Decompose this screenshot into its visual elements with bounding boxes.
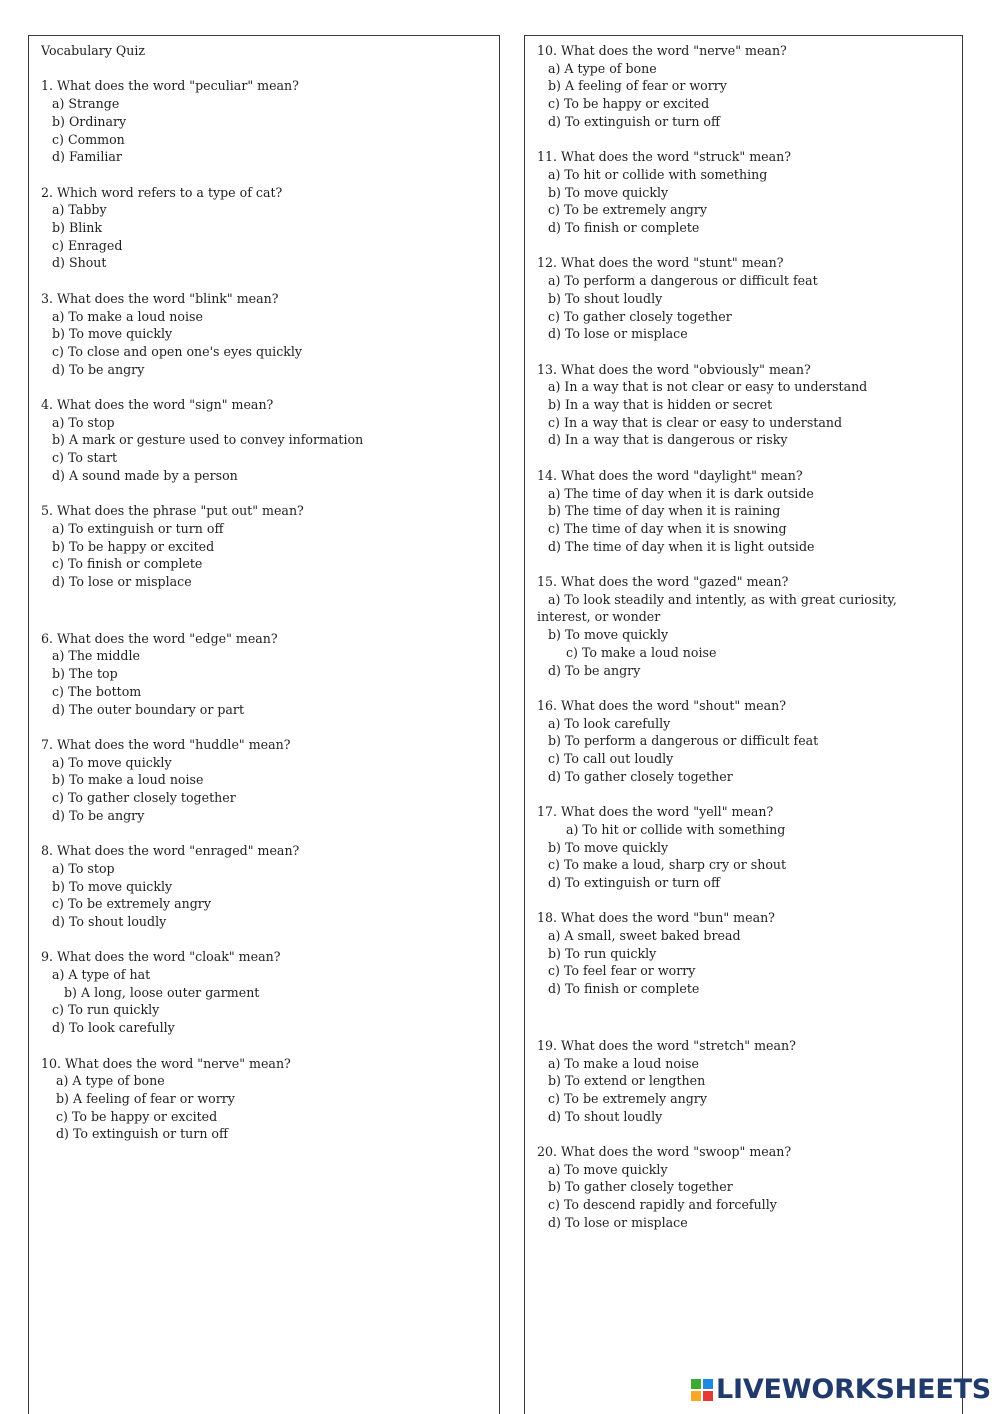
- question-block-9: [41, 948, 487, 1037]
- question-block-5: [41, 502, 487, 591]
- answer-option[interactable]: b) The top: [52, 666, 118, 682]
- question-text: 6. What does the word "edge" mean?: [41, 630, 278, 646]
- answer-option[interactable]: a) A type of bone: [548, 60, 657, 76]
- answer-option[interactable]: d) To lose or misplace: [548, 1214, 688, 1230]
- question-block-13: [537, 361, 950, 450]
- answer-option[interactable]: a) To make a loud noise: [548, 1055, 699, 1071]
- answer-option[interactable]: d) The outer boundary or part: [52, 701, 245, 717]
- answer-option[interactable]: b) To make a loud noise: [52, 772, 204, 788]
- answer-option[interactable]: b) To move quickly: [52, 878, 173, 894]
- answer-option[interactable]: b) A mark or gesture used to convey information: [52, 432, 364, 448]
- question-block-15: [537, 573, 950, 679]
- question-text: 12. What does the word "stunt" mean?: [537, 255, 784, 271]
- answer-option[interactable]: a) Strange: [52, 96, 120, 112]
- answer-option[interactable]: a) A small, sweet baked bread: [548, 928, 741, 944]
- answer-option[interactable]: d) To lose or misplace: [548, 326, 688, 342]
- answer-option[interactable]: b) To move quickly: [548, 627, 669, 643]
- answer-option[interactable]: c) To be happy or excited: [56, 1108, 218, 1124]
- answer-option[interactable]: a) To look steadily and intently, as with great curiosity, interest, or wonder: [537, 591, 897, 625]
- question-block-20: [537, 1143, 950, 1232]
- answer-option[interactable]: d) The time of day when it is light outside: [548, 538, 815, 554]
- answer-option[interactable]: d) To be angry: [52, 807, 145, 823]
- answer-option[interactable]: c) To be extremely angry: [548, 1090, 707, 1106]
- answer-option[interactable]: b) To move quickly: [52, 326, 173, 342]
- answer-option[interactable]: b) Ordinary: [52, 113, 127, 129]
- answer-option[interactable]: c) To gather closely together: [52, 790, 236, 806]
- answer-option[interactable]: c) Enraged: [52, 237, 123, 253]
- answer-option[interactable]: a) A type of bone: [56, 1073, 165, 1089]
- quiz-column-right: [524, 35, 963, 1414]
- answer-option[interactable]: c) The bottom: [52, 683, 142, 699]
- answer-option[interactable]: c) To close and open one's eyes quickly: [52, 343, 303, 359]
- answer-option[interactable]: b) To be happy or excited: [52, 538, 215, 554]
- question-text: 10. What does the word "nerve" mean?: [41, 1055, 291, 1071]
- answer-option[interactable]: a) To move quickly: [52, 754, 172, 770]
- answer-option[interactable]: b) In a way that is hidden or secret: [548, 397, 773, 413]
- question-block-10: [41, 1055, 487, 1144]
- question-block-16: [537, 697, 950, 786]
- answer-option[interactable]: a) To perform a dangerous or difficult feat: [548, 273, 818, 289]
- answer-option[interactable]: c) To call out loudly: [548, 751, 674, 767]
- answer-option[interactable]: d) To shout loudly: [548, 1108, 663, 1124]
- question-text: 17. What does the word "yell" mean?: [537, 804, 774, 820]
- answer-option[interactable]: b) To perform a dangerous or difficult feat: [548, 733, 819, 749]
- question-block-7: [41, 736, 487, 825]
- answer-option[interactable]: b) A feeling of fear or worry: [548, 78, 727, 94]
- question-text: 5. What does the phrase "put out" mean?: [41, 503, 304, 519]
- answer-option[interactable]: c) To make a loud, sharp cry or shout: [548, 857, 787, 873]
- question-text: 16. What does the word "shout" mean?: [537, 697, 786, 713]
- question-text: 11. What does the word "struck" mean?: [537, 149, 791, 165]
- answer-option[interactable]: c) To be happy or excited: [548, 96, 710, 112]
- question-text: 15. What does the word "gazed" mean?: [537, 574, 789, 590]
- question-text: 4. What does the word "sign" mean?: [41, 397, 274, 412]
- answer-option[interactable]: a) The time of day when it is dark outside: [548, 485, 814, 501]
- answer-option[interactable]: c) To start: [52, 450, 118, 466]
- question-block-8: [41, 842, 487, 931]
- answer-option[interactable]: a) To extinguish or turn off: [52, 520, 224, 536]
- quiz-title: Vocabulary Quiz: [41, 43, 146, 58]
- question-text: 1. What does the word "peculiar" mean?: [41, 78, 299, 94]
- answer-option[interactable]: d) To extinguish or turn off: [548, 113, 720, 129]
- answer-option[interactable]: c) To be extremely angry: [52, 896, 211, 912]
- question-block-1: [41, 77, 487, 166]
- answer-option[interactable]: c) To finish or complete: [52, 556, 203, 572]
- question-text: 2. Which word refers to a type of cat?: [41, 184, 283, 200]
- answer-option[interactable]: b) To extend or lengthen: [548, 1073, 706, 1089]
- question-text: 14. What does the word "daylight" mean?: [537, 467, 803, 483]
- answer-option[interactable]: c) To feel fear or worry: [548, 963, 696, 979]
- answer-option[interactable]: d) To shout loudly: [52, 913, 167, 929]
- answer-option[interactable]: a) To stop: [52, 860, 115, 876]
- answer-option[interactable]: c) To be extremely angry: [548, 202, 707, 218]
- answer-option[interactable]: a) In a way that is not clear or easy to understand: [548, 379, 868, 395]
- answer-option[interactable]: b) A feeling of fear or worry: [56, 1090, 235, 1106]
- answer-option[interactable]: c) In a way that is clear or easy to understand: [548, 414, 843, 430]
- question-block-4: [41, 396, 487, 485]
- answer-option[interactable]: a) To hit or collide with something: [566, 821, 786, 837]
- question-text: 9. What does the word "cloak" mean?: [41, 949, 281, 965]
- answer-option[interactable]: d) To be angry: [548, 662, 641, 678]
- answer-option[interactable]: b) The time of day when it is raining: [548, 503, 781, 519]
- answer-option[interactable]: c) To make a loud noise: [566, 644, 717, 660]
- answer-option[interactable]: a) A type of hat: [52, 967, 151, 983]
- answer-option[interactable]: d) To finish or complete: [548, 220, 700, 236]
- answer-option[interactable]: a) To stop: [52, 414, 115, 430]
- question-block-18: [537, 909, 950, 998]
- question-text: 3. What does the word "blink" mean?: [41, 290, 279, 306]
- question-block-19: [537, 1037, 950, 1126]
- answer-option[interactable]: b) To run quickly: [548, 945, 657, 961]
- question-block-14: [537, 467, 950, 556]
- answer-option[interactable]: a) To look carefully: [548, 715, 671, 731]
- answer-option[interactable]: a) The middle: [52, 648, 140, 664]
- answer-option[interactable]: a) To hit or collide with something: [548, 166, 768, 182]
- answer-option[interactable]: d) To finish or complete: [548, 981, 700, 997]
- question-text: 10. What does the word "nerve" mean?: [537, 43, 787, 58]
- question-block-12: [537, 254, 950, 343]
- question-block-10-repeat: [537, 42, 950, 131]
- answer-option[interactable]: b) To move quickly: [548, 839, 669, 855]
- question-text: 20. What does the word "swoop" mean?: [537, 1144, 792, 1160]
- answer-option[interactable]: a) Tabby: [52, 202, 107, 218]
- answer-option[interactable]: c) Common: [52, 131, 125, 147]
- answer-option[interactable]: b) Blink: [52, 220, 103, 235]
- answer-option[interactable]: b) To move quickly: [548, 184, 669, 200]
- question-block-6: [41, 630, 487, 719]
- answer-option[interactable]: d) To be angry: [52, 361, 145, 377]
- answer-option[interactable]: a) To move quickly: [548, 1161, 668, 1177]
- answer-option[interactable]: d) To extinguish or turn off: [548, 874, 720, 890]
- question-text: 13. What does the word "obviously" mean?: [537, 361, 811, 377]
- answer-option[interactable]: b) To gather closely together: [548, 1179, 733, 1195]
- answer-option[interactable]: d) A sound made by a person: [52, 467, 238, 483]
- question-text: 8. What does the word "enraged" mean?: [41, 843, 300, 859]
- quiz-column-left: [28, 35, 500, 1414]
- question-text: 7. What does the word "huddle" mean?: [41, 736, 291, 752]
- answer-option[interactable]: d) To look carefully: [52, 1020, 175, 1036]
- question-block-2: [41, 184, 487, 273]
- answer-option[interactable]: d) To extinguish or turn off: [56, 1126, 228, 1142]
- answer-option[interactable]: a) To make a loud noise: [52, 308, 203, 324]
- answer-option[interactable]: d) To gather closely together: [548, 768, 733, 784]
- question-text: 18. What does the word "bun" mean?: [537, 910, 775, 926]
- answer-option[interactable]: c) The time of day when it is snowing: [548, 520, 787, 536]
- answer-option[interactable]: b) To shout loudly: [548, 290, 663, 306]
- liveworksheets-logo: [691, 1374, 991, 1405]
- answer-option[interactable]: c) To descend rapidly and forcefully: [548, 1197, 777, 1213]
- logo-tile: [703, 1391, 713, 1401]
- answer-option[interactable]: d) Shout: [52, 255, 107, 271]
- logo-tile: [691, 1379, 701, 1389]
- question-block-11: [537, 148, 950, 237]
- question-text: 19. What does the word "stretch" mean?: [537, 1037, 796, 1053]
- answer-option[interactable]: c) To gather closely together: [548, 308, 732, 324]
- logo-wordmark: LIVEWORKSHEETS: [716, 1374, 992, 1405]
- logo-tile: [703, 1379, 713, 1389]
- answer-option[interactable]: d) To lose or misplace: [52, 574, 192, 590]
- answer-option[interactable]: d) In a way that is dangerous or risky: [548, 432, 788, 448]
- question-block-3: [41, 290, 487, 379]
- liveworksheets-logo-icon: [691, 1379, 713, 1401]
- answer-option[interactable]: b) A long, loose outer garment: [64, 984, 260, 1000]
- answer-option[interactable]: d) Familiar: [52, 149, 122, 165]
- answer-option[interactable]: c) To run quickly: [52, 1002, 160, 1018]
- logo-tile: [691, 1391, 701, 1401]
- question-block-17: [537, 803, 950, 892]
